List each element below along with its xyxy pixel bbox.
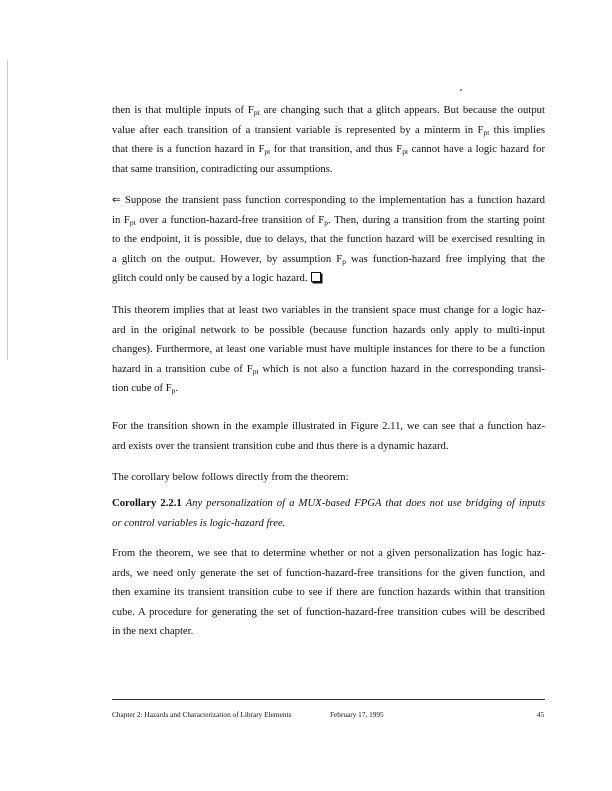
text-line [112, 340, 545, 360]
text-line [112, 121, 545, 141]
text-line [112, 417, 545, 437]
paragraph [112, 301, 545, 399]
text-line [112, 622, 545, 642]
text-run: Any personalization of a MUX-based FPGA that does not use bridging of inputs [181, 497, 546, 509]
paragraph [112, 191, 545, 289]
text-run: or control variables is logic-hazard free. [112, 516, 286, 529]
text-line [112, 160, 545, 180]
subscript: p [324, 217, 328, 227]
text-run: glitch could only be caused by a logic hazard. [112, 272, 308, 285]
text-line [112, 230, 545, 250]
subscript: pt [264, 147, 271, 157]
text-line [112, 191, 545, 211]
text-line [112, 101, 545, 121]
text-run: cube. A procedure for generating the set of function-hazard-free transition cubes will be described [112, 605, 545, 618]
text-run: that there is a function hazard in F [112, 143, 265, 156]
text-run: ard in the original network to be possible (because function hazards only apply to multi-input [112, 323, 545, 336]
text-line [112, 603, 545, 623]
subscript: pt [402, 147, 409, 157]
text-run: a glitch on the output. However, by assumption F [112, 252, 343, 265]
subscript: pt [483, 127, 490, 137]
paragraph [112, 494, 545, 533]
text-run: . Then, during a transition from the starting point [328, 213, 545, 226]
text-run: that same transition, contradicting our assumptions. [112, 162, 333, 175]
text-run: ards, we need only generate the set of function-hazard-free transitions for the given function, and [112, 566, 545, 579]
text-run: cannot have a logic hazard for [408, 143, 545, 156]
paragraph [112, 417, 545, 456]
text-run: was function-hazard free implying that the [345, 252, 545, 265]
text-run: to the endpoint, it is possible, due to delays, that the function hazard will be exercised resulting in [112, 233, 545, 246]
text-run: ⇐ Suppose the transient pass function corresponding to the implementation has a function hazard [112, 194, 545, 206]
text-run: Corollary 2.2.1 [112, 497, 182, 509]
text-run: This theorem implies that at least two variables in the transient space must change for a logic haz- [112, 304, 545, 316]
subscript: p [171, 386, 176, 396]
text-line [112, 437, 545, 457]
text-line [112, 379, 545, 399]
text-line [112, 269, 545, 289]
paragraph [112, 101, 545, 179]
text-line [112, 468, 545, 488]
text-line [112, 211, 545, 231]
qed-box-icon [311, 272, 321, 282]
text-line [112, 564, 545, 584]
text-run: over a function-hazard-free transition of F [135, 213, 325, 226]
text-run: changes). Furthermore, at least one variable must have multiple instances for there to be a function [112, 343, 545, 356]
text-run: in F [112, 213, 130, 226]
text-line [112, 250, 545, 270]
text-line [112, 321, 545, 341]
text-line [112, 301, 545, 321]
scan-speck [460, 89, 462, 91]
scan-edge [7, 60, 8, 360]
text-line [112, 494, 545, 514]
text-run: tion cube of F [112, 382, 172, 395]
text-line [112, 140, 545, 160]
text-run: For the transition shown in the example illustrated in Figure 2.11, we can see that a function haz- [112, 420, 545, 432]
text-run: ard exists over the transient transition cube and thus there is a dynamic hazard. [112, 439, 449, 452]
text-line [112, 544, 545, 564]
text-run: . [175, 382, 179, 395]
text-run: this implies [489, 123, 545, 136]
subscript: pt [252, 366, 259, 376]
footer-date: February 17, 1995 [330, 710, 384, 719]
text-run: are changing such that a glitch appears. But because the output [259, 104, 545, 116]
text-line [112, 360, 545, 380]
footer-chapter: Chapter 2: Hazards and Characterization of Library Elements [112, 710, 292, 719]
text-run: which is not also a function hazard in the corresponding transi- [258, 362, 545, 375]
page-number: 45 [536, 710, 544, 719]
subscript: pt [253, 108, 260, 117]
text-run: then examine its transient transition cube to see if there are function hazards within that transition [112, 586, 545, 599]
footer-rule [112, 699, 545, 700]
text-run: hazard in a transition cube of F [112, 362, 253, 375]
text-run: for that transition, and thus F [270, 143, 403, 156]
paragraph [112, 544, 545, 642]
paragraph [112, 468, 545, 488]
text-run: then is that multiple inputs of F [112, 104, 254, 116]
text-run: value after each transition of a transient variable is represented by a minterm in F [112, 123, 484, 136]
text-line [112, 583, 545, 603]
text-line [112, 514, 545, 534]
subscript: p [342, 256, 346, 266]
text-run: The corollary below follows directly from the theorem: [112, 471, 349, 483]
subscript: pt [129, 217, 136, 227]
text-run: From the theorem, we see that to determine whether or not a given personalization has logic haz- [112, 547, 545, 559]
text-run: in the next chapter. [112, 625, 194, 638]
